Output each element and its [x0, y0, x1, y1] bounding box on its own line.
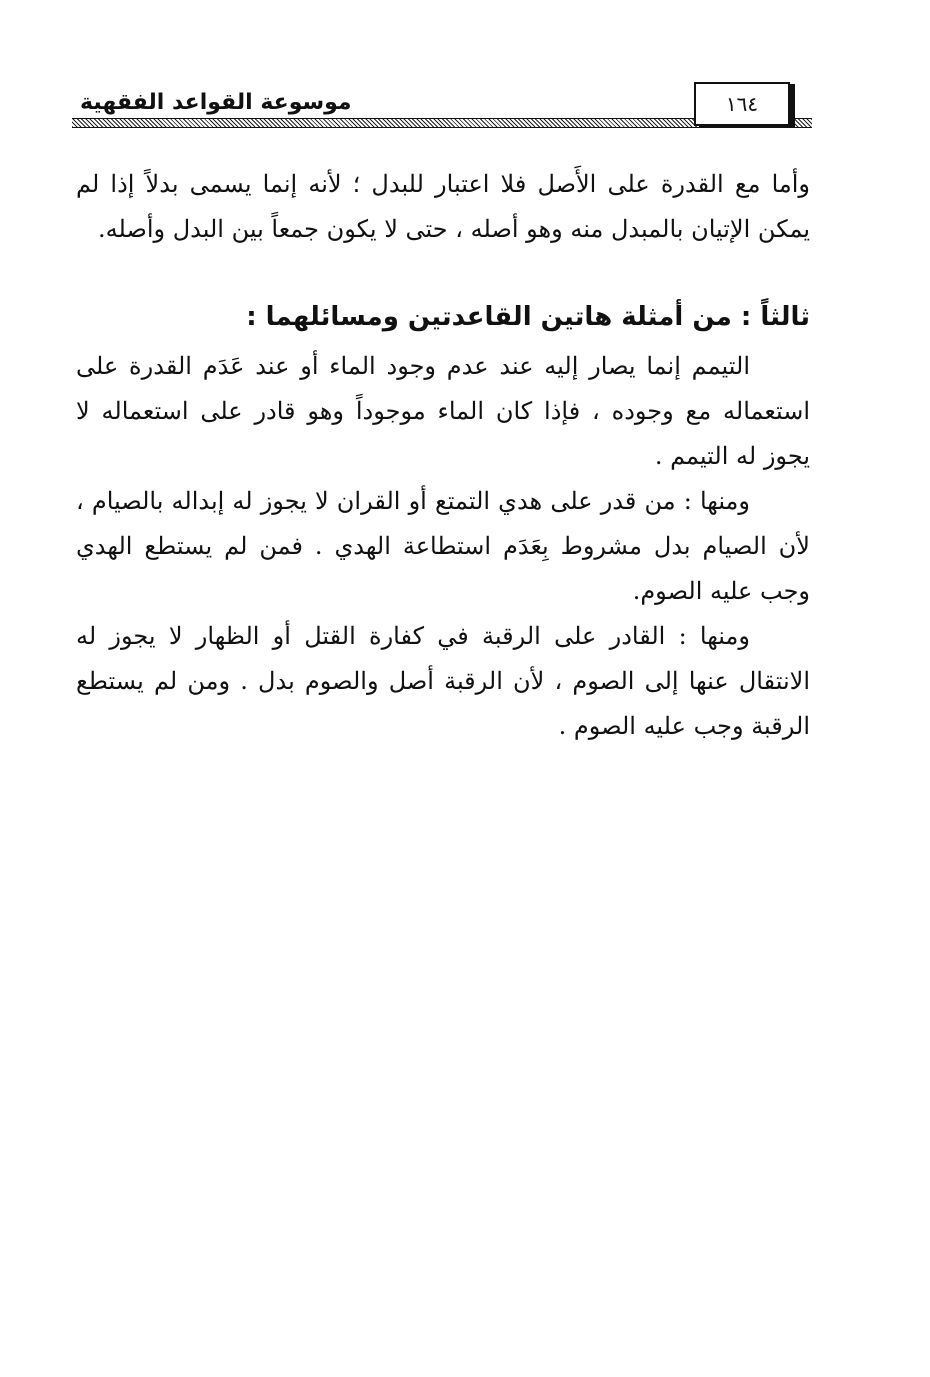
section-heading: ثالثاً : من أمثلة هاتين القاعدتين ومسائلهما :: [246, 302, 810, 332]
page-content: [76, 162, 810, 749]
running-title: موسوعة القواعد الفقهية: [80, 90, 352, 115]
intro-paragraph: وأما مع القدرة على الأَصل فلا اعتبار للبدل ؛ لأنه إنما يسمى بدلاً إذا لم يمكن الإتيان بالمبدل منه وهو أصله ، حتى لا يكون جمعاً بين البدل وأصله.: [76, 170, 810, 243]
page-header: [72, 82, 812, 132]
example-paragraph-hady: ومنها : من قدر على هدي التمتع أو القران لا يجوز له إبداله بالصيام ، لأن الصيام بدل مشروط بِعَدَم استطاعة الهدي . فمن لم يستطع الهدي وجب عليه الصوم.: [76, 487, 810, 605]
example-paragraph-raqaba: ومنها : القادر على الرقبة في كفارة القتل أو الظهار لا يجوز له الانتقال عنها إلى الصوم ، لأن الرقبة أصل والصوم بدل . ومن لم يستطع الرقبة وجب عليه الصوم .: [76, 622, 810, 740]
example-paragraph-tayammum: التيمم إنما يصار إليه عند عدم وجود الماء أو عند عَدَم القدرة على استعماله مع وجوده ، فإذا كان الماء موجوداً وهو قادر على استعماله لا يجوز له التيمم .: [76, 352, 810, 470]
page-number: ١٦٤: [694, 82, 790, 126]
